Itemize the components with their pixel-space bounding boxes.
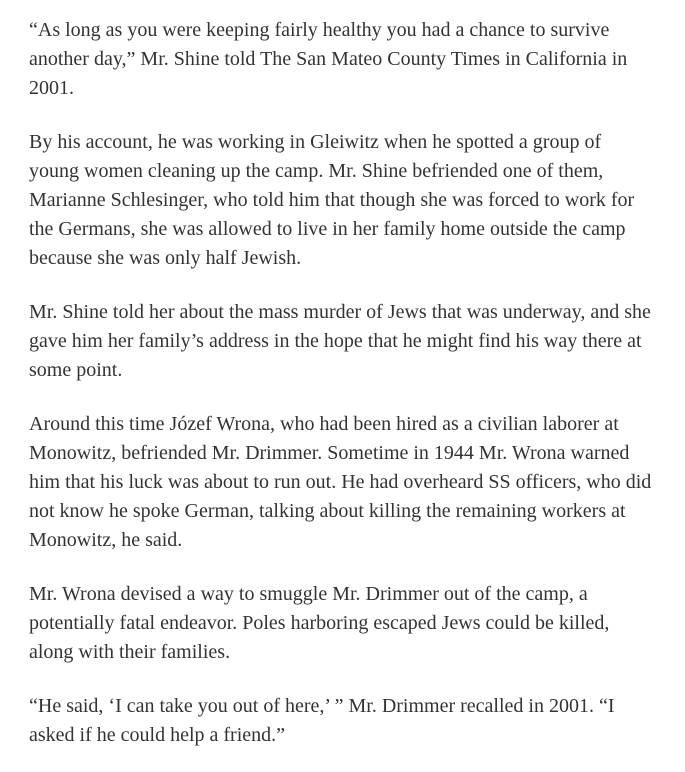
article-paragraph-6: “He said, ‘I can take you out of here,’ ” Mr. Drimmer recalled in 2001. “I asked if he could help a friend.” [29,695,615,746]
article-paragraph-4: Around this time Józef Wrona, who had been hired as a civilian laborer at Monowitz, befriended Mr. Drimmer. Sometime in 1944 Mr. Wrona warned him that his luck was about to run out. He had overheard SS officers, who did not know he spoke German, talking about killing the remaining workers at Monowitz, he said. [29,413,652,551]
article-paragraph-3: Mr. Shine told her about the mass murder of Jews that was underway, and she gave him her family’s address in the hope that he might find his way there at some point. [29,301,651,381]
article-paragraph-2: By his account, he was working in Gleiwitz when he spotted a group of young women cleaning up the camp. Mr. Shine befriended one of them, Marianne Schlesinger, who told him that though she was forced to work for the Germans, she was allowed to live in her family home outside the camp because she was only half Jewish. [29,131,635,269]
article-paragraph-1: “As long as you were keeping fairly healthy you had a chance to survive another day,” Mr. Shine told The San Mateo County Times in California in 2001. [29,19,628,99]
article-paragraph-5: Mr. Wrona devised a way to smuggle Mr. Drimmer out of the camp, a potentially fatal endeavor. Poles harboring escaped Jews could be killed, along with their families. [29,583,610,663]
